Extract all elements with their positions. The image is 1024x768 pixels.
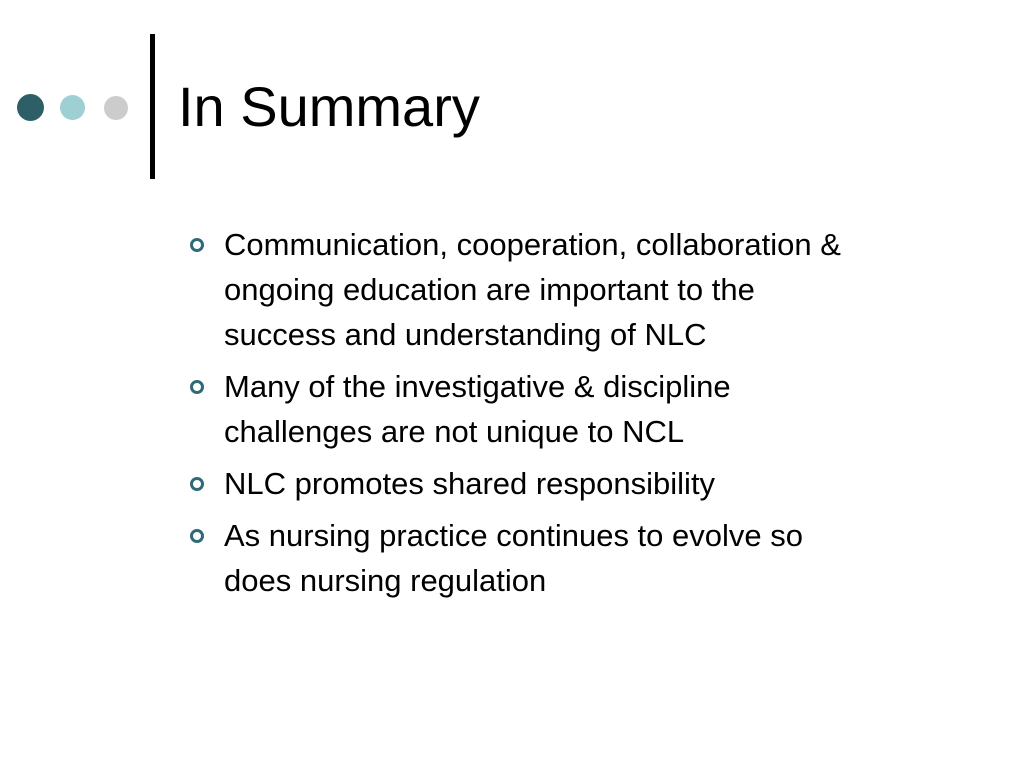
ring-bullet-icon [190, 238, 204, 252]
bullet-item [186, 461, 866, 506]
light-teal-dot-icon [60, 95, 85, 120]
bullet-text: NLC promotes shared responsibility [224, 466, 716, 501]
bullet-item [186, 364, 866, 454]
bullet-list [186, 222, 866, 610]
bullet-text: Communication, cooperation, collaboration & ongoing education are important to the success and understanding of NLC [224, 227, 841, 352]
bullet-item [186, 513, 866, 603]
ring-bullet-icon [190, 477, 204, 491]
ring-bullet-icon [190, 529, 204, 543]
ring-bullet-icon [190, 380, 204, 394]
title-divider-line [150, 34, 155, 179]
bullet-text: Many of the investigative & discipline challenges are not unique to NCL [224, 369, 731, 449]
dark-teal-dot-icon [17, 94, 44, 121]
gray-dot-icon [104, 96, 128, 120]
bullet-item [186, 222, 866, 357]
bullet-text: As nursing practice continues to evolve so does nursing regulation [224, 518, 803, 598]
slide-title: In Summary [178, 75, 480, 138]
decorative-dots [0, 0, 140, 200]
